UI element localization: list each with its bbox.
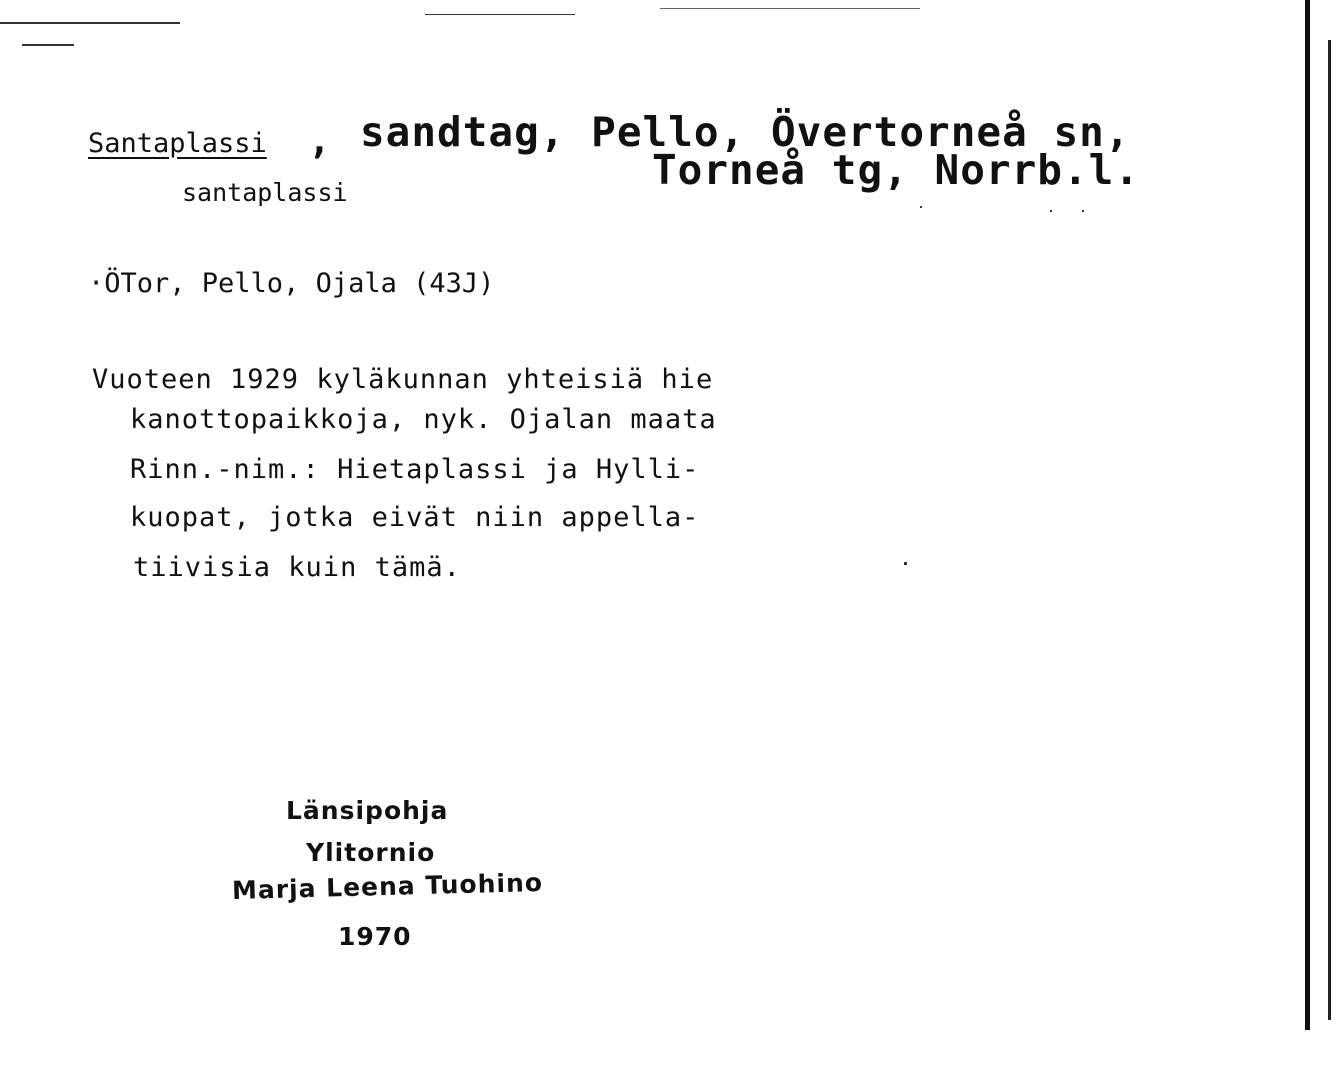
stamp-year: 1970 bbox=[338, 922, 412, 951]
source-reference: ·ÖTor, Pello, Ojala (43J) bbox=[88, 268, 495, 299]
note-line: kanottopaikkoja, nyk. Ojalan maata bbox=[130, 404, 717, 435]
scan-mark bbox=[425, 14, 575, 15]
card-edge-line-secondary bbox=[1328, 40, 1331, 1020]
entry-location-line1: sandtag, Pello, Övertorneå sn, bbox=[360, 108, 1131, 156]
stamp-collector: Marja Leena Tuohino bbox=[231, 867, 544, 905]
scan-mark bbox=[22, 44, 74, 46]
scan-speck bbox=[1082, 210, 1084, 212]
scan-mark bbox=[0, 22, 180, 24]
stamp-region: Länsipohja bbox=[286, 796, 449, 825]
note-line: tiivisia kuin tämä. bbox=[133, 552, 461, 583]
scan-speck bbox=[1050, 210, 1052, 212]
scan-speck bbox=[920, 206, 922, 208]
note-line: Rinn.-nim.: Hietaplassi ja Hylli- bbox=[130, 454, 700, 485]
scan-mark bbox=[660, 8, 920, 9]
entry-location-line2: Torneå tg, Norrb.l. bbox=[652, 146, 1140, 194]
stamp-parish: Ylitornio bbox=[306, 838, 436, 867]
scan-speck bbox=[904, 562, 907, 565]
pronunciation: santaplassi bbox=[182, 178, 348, 207]
note-line: Vuoteen 1929 kyläkunnan yhteisiä hie bbox=[92, 364, 714, 395]
card-edge-line bbox=[1305, 0, 1310, 1030]
headword: Santaplassi bbox=[88, 128, 267, 159]
headword-separator: , bbox=[308, 118, 331, 162]
note-line: kuopat, jotka eivät niin appella- bbox=[130, 502, 700, 533]
